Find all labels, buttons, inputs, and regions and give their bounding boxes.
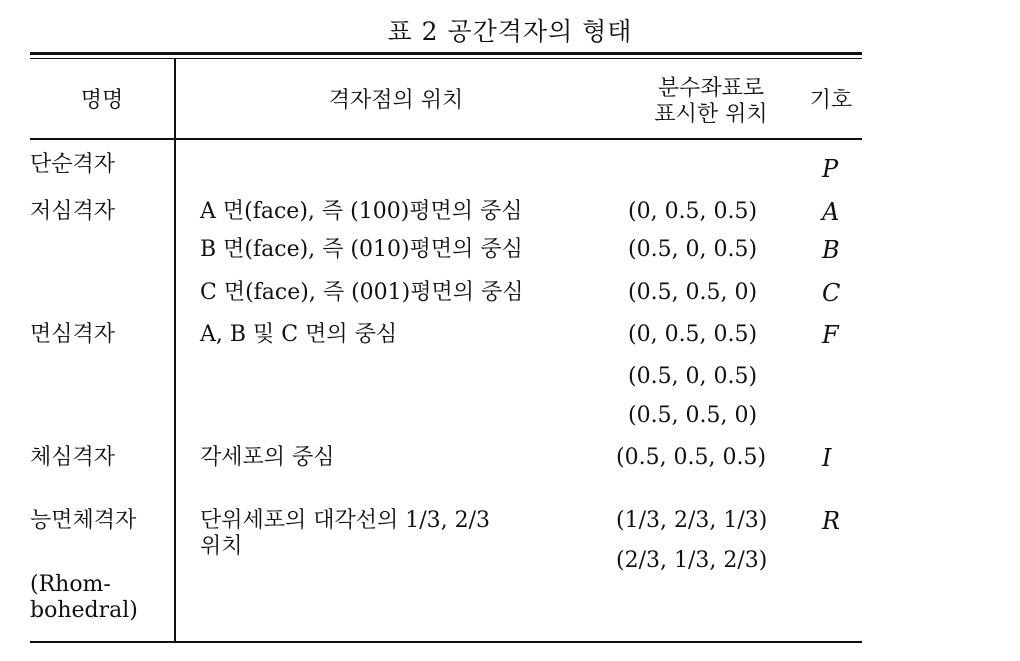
row-position-I: 각세포의 중심 (200, 445, 335, 470)
row-symbol-A: A (822, 198, 840, 226)
row-name-rhombohedral-sub-2: bohedral) (30, 598, 138, 623)
row-name-face-centered: 면심격자 (30, 322, 116, 347)
header-name: 명명 (80, 88, 124, 113)
row-position-F: A, B 및 C 면의 중심 (200, 322, 398, 347)
row-name-base-centered: 저심격자 (30, 199, 116, 224)
row-position-C: C 면(face), 즉 (001)평면의 중심 (200, 280, 524, 305)
row-coords-I: (0.5, 0.5, 0.5) (616, 445, 767, 470)
row-name-rhombohedral: 능면체격자 (30, 508, 137, 533)
row-name-body-centered: 체심격자 (30, 445, 116, 470)
row-coords-F-1: (0, 0.5, 0.5) (628, 322, 758, 347)
row-symbol-C: C (822, 279, 841, 307)
column-divider (174, 58, 176, 641)
row-name-simple: 단순격자 (30, 152, 116, 177)
row-position-R-line1: 단위세포의 대각선의 1/3, 2/3 (200, 508, 491, 533)
row-symbol-I: I (822, 444, 832, 472)
row-symbol-B: B (822, 236, 840, 264)
row-coords-R-1: (1/3, 2/3, 1/3) (616, 508, 768, 533)
row-coords-F-3: (0.5, 0.5, 0) (628, 403, 758, 428)
row-position-A: A 면(face), 즉 (100)평면의 중심 (200, 199, 523, 224)
table-bottom-rule (30, 641, 862, 643)
row-coords-F-2: (0.5, 0, 0.5) (628, 364, 758, 389)
row-symbol-P: P (822, 155, 839, 183)
row-coords-B: (0.5, 0, 0.5) (628, 237, 758, 262)
row-coords-R-2: (2/3, 1/3, 2/3) (616, 548, 768, 573)
header-fractional-line1: 분수좌표로 (657, 76, 765, 101)
header-symbol: 기호 (809, 88, 853, 113)
table-top-rule-thick (30, 52, 862, 55)
header-fractional-line2: 표시한 위치 (654, 102, 768, 127)
row-coords-A: (0, 0.5, 0.5) (628, 199, 758, 224)
row-name-rhombohedral-sub-1: (Rhom- (30, 572, 111, 597)
row-position-B: B 면(face), 즉 (010)평면의 중심 (200, 237, 523, 262)
row-symbol-R: R (822, 507, 841, 535)
header-position: 격자점의 위치 (328, 88, 464, 113)
table-top-rule-thin (30, 58, 862, 59)
row-symbol-F: F (822, 321, 839, 349)
table-title: 표 2 공간격자의 형태 (387, 17, 633, 46)
row-position-R-line2: 위치 (200, 534, 243, 559)
row-coords-C: (0.5, 0.5, 0) (628, 280, 758, 305)
header-bottom-rule (30, 138, 862, 140)
